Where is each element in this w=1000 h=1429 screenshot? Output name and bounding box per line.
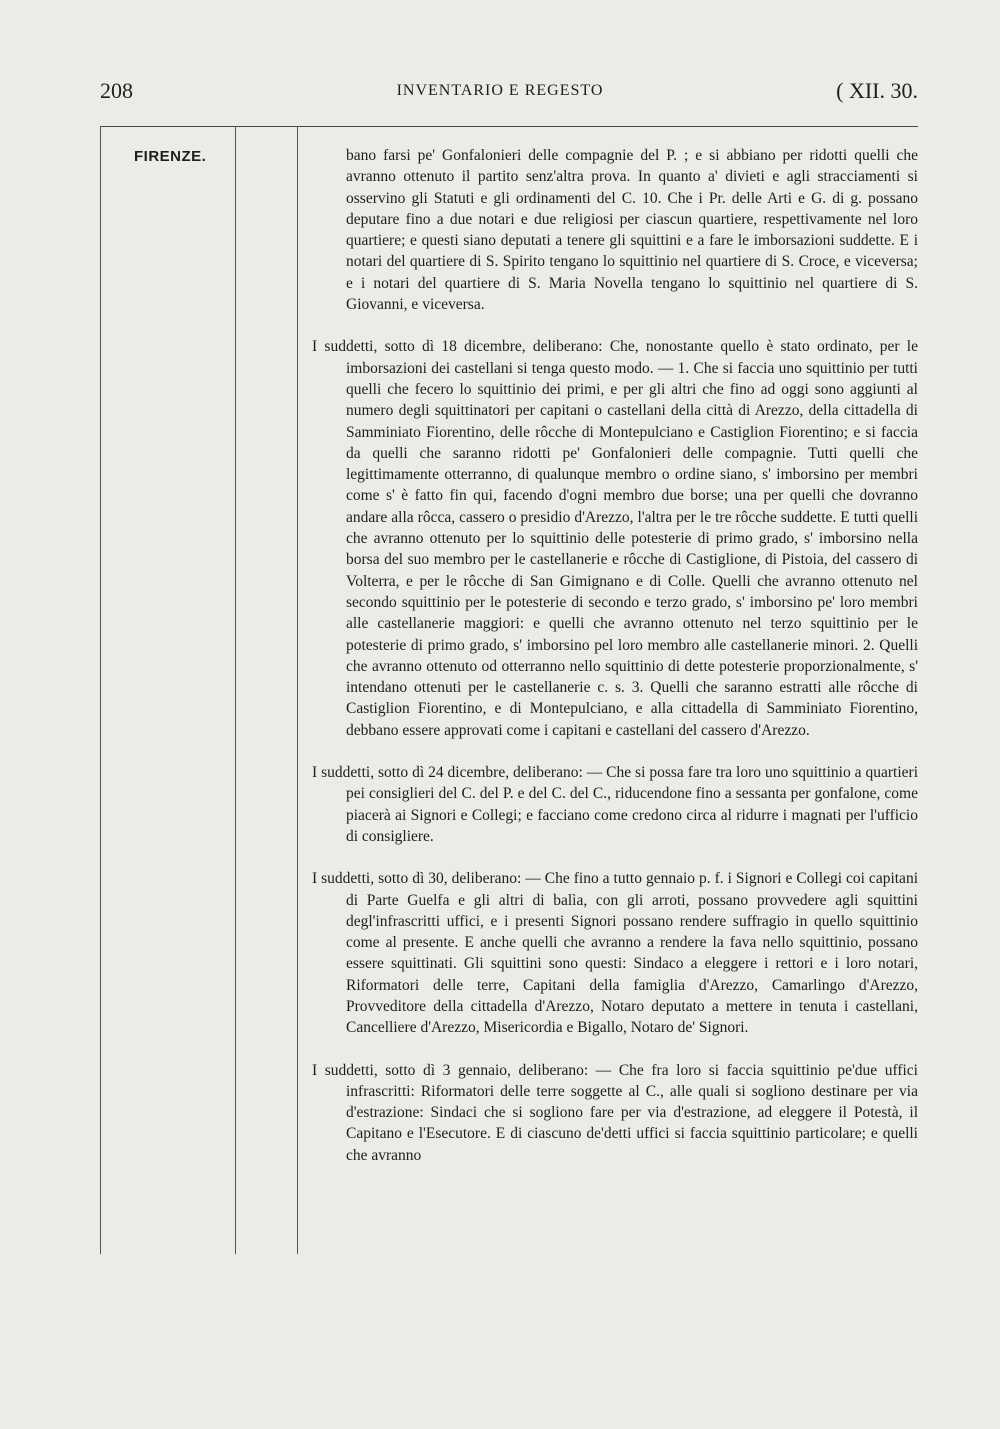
paragraph-continuation: bano farsi pe' Gonfalonieri delle compagnie del P. ; e si abbiano per ridotti quelli che avranno ottenuto il partito senz'altra prova. In quanto a' divieti e agli stracciamenti si osservino gli Statuti e gli ordinamenti del C. 10. Che i Pr. delle Arti e G. di g. possano deputare fino a due notari e due religiosi per ciascun quartiere, respettivamente nel loro quartiere; e questi siano deputati a tenere gli squittini e a fare le imborsazioni suddette. E i notari del quartiere di S. Spirito tengano lo squittinio nel quartiere di S. Croce, e viceversa; e i notari del quartiere di S. Maria Novella tengano lo squittinio nel quartiere di S. Giovanni, e viceversa.	[346, 147, 918, 314]
page-number: 208	[100, 78, 133, 103]
margin-rule-right	[297, 126, 298, 1254]
running-title: INVENTARIO E REGESTO	[396, 82, 604, 99]
header-rule	[100, 126, 918, 127]
margin-place-label: FIRENZE.	[134, 148, 207, 165]
body-text	[312, 145, 918, 1187]
paragraph-entry: I suddetti, sotto dì 24 dicembre, deliberano: — Che si possa fare tra loro uno squittinio a quartieri pei consiglieri del C. del P. e del C. del C., riducendone fino a sessanta per gonfalone, come piacerà ai Signori e Collegi; e facciano come credono circa al ridurre i magnati per l'ufficio di consigliere.	[312, 764, 918, 845]
paragraph-entry: I suddetti, sotto dì 3 gennaio, deliberano: — Che fra loro si faccia squittinio pe'due uffici infrascritti: Riformatori delle terre soggette al C., alle quali si sogliono destinare per via d'estrazione: Sindaci che si sogliono fare per via d'estrazione, ad eleggere il Potestà, il Capitano e l'Esecutore. E di ciascuno de'detti uffici si faccia squittinio particolare; e quelli che avranno	[312, 1061, 918, 1164]
paragraph-entry: I suddetti, sotto dì 18 dicembre, deliberano: Che, nonostante quello è stato ordinato, per le imborsazioni dei castellani si tenga questo modo. — 1. Che si faccia uno squittinio per tutti quelli che fecero lo squittinio dei primi, e per gli altri che fino ad oggi sono aggiunti al numero degli squittinatori per capitani o castellani della città di Arezzo, della cittadella di Samminiato Fiorentino, delle rôcche di Montepulciano e Castiglion Fiorentino; e si faccia da quelli che saranno ridotti pe' Gonfalonieri delle compagnie. Tutti quelli che legittimamente otterranno, di qualunque membro o ordine siano, s' imborsino per membri come s' è fatto fin qui, facendo d'ogni membro due borse; una per quelli che dovranno andare alla rôcca, cassero o presidio d'Arezzo, l'altra per le tre rôcche suddette. E tutti quelli che avranno ottenuto per lo squittinio delle potesterie di primo grado, s' imborsino nella borsa del suo membro per le castellanerie e rôcche di Castiglione, di Pistoia, del cassero di Volterra, e per le rôcche di San Gimignano e di Colle. Quelli che avranno ottenuto nel secondo squittinio per le potesterie di secondo e terzo grado, s' imborsino pe' loro membri alle castellanerie maggiori: e quelli che avranno ottenuto nel terzo squittinio per le potesterie di primo grado, s' imborsino pel loro membro alle castellanerie minori. 2. Quelli che avranno ottenuto od otterranno nello squittinio di dette potesterie proporzionalmente, s' intendano ottenuti per le castellanerie c. s. 3. Quelli che saranno estratti alle rôcche di Castiglion Fiorentino, e di Montepulciano, e alla cittadella di Samminiato Fiorentino, debbano essere approvati come i capitani e castellani del cassero d'Arezzo.	[312, 338, 918, 739]
section-reference: ( XII. 30.	[836, 78, 918, 103]
paragraph-entry: I suddetti, sotto dì 30, deliberano: — Che fino a tutto gennaio p. f. i Signori e Collegi coi capitani di Parte Guelfa e gli altri di balìa, con gli arroti, possano provvedere agli squittini degl'infrascritti uffici, e i presenti Signori possano rendere suffragio in quello squittinio come al presente. E anche quelli che avranno a rendere la fava nello squittinio, possano essere squittinati. Gli squittini sono questi: Sindaco a eleggere i rettori e i loro notari, Riformatori delle terre, Capitani della famiglia d'Arezzo, Camarlingo d'Arezzo, Provveditore della cittadella d'Arezzo, Notaro deputato a mettere in tenuta i castellani, Cancelliere d'Arezzo, Misericordia e Bigallo, Notaro de' Signori.	[312, 870, 918, 1037]
margin-rule-middle	[235, 126, 236, 1254]
page-header	[0, 78, 1000, 108]
margin-rule-left	[100, 126, 101, 1254]
